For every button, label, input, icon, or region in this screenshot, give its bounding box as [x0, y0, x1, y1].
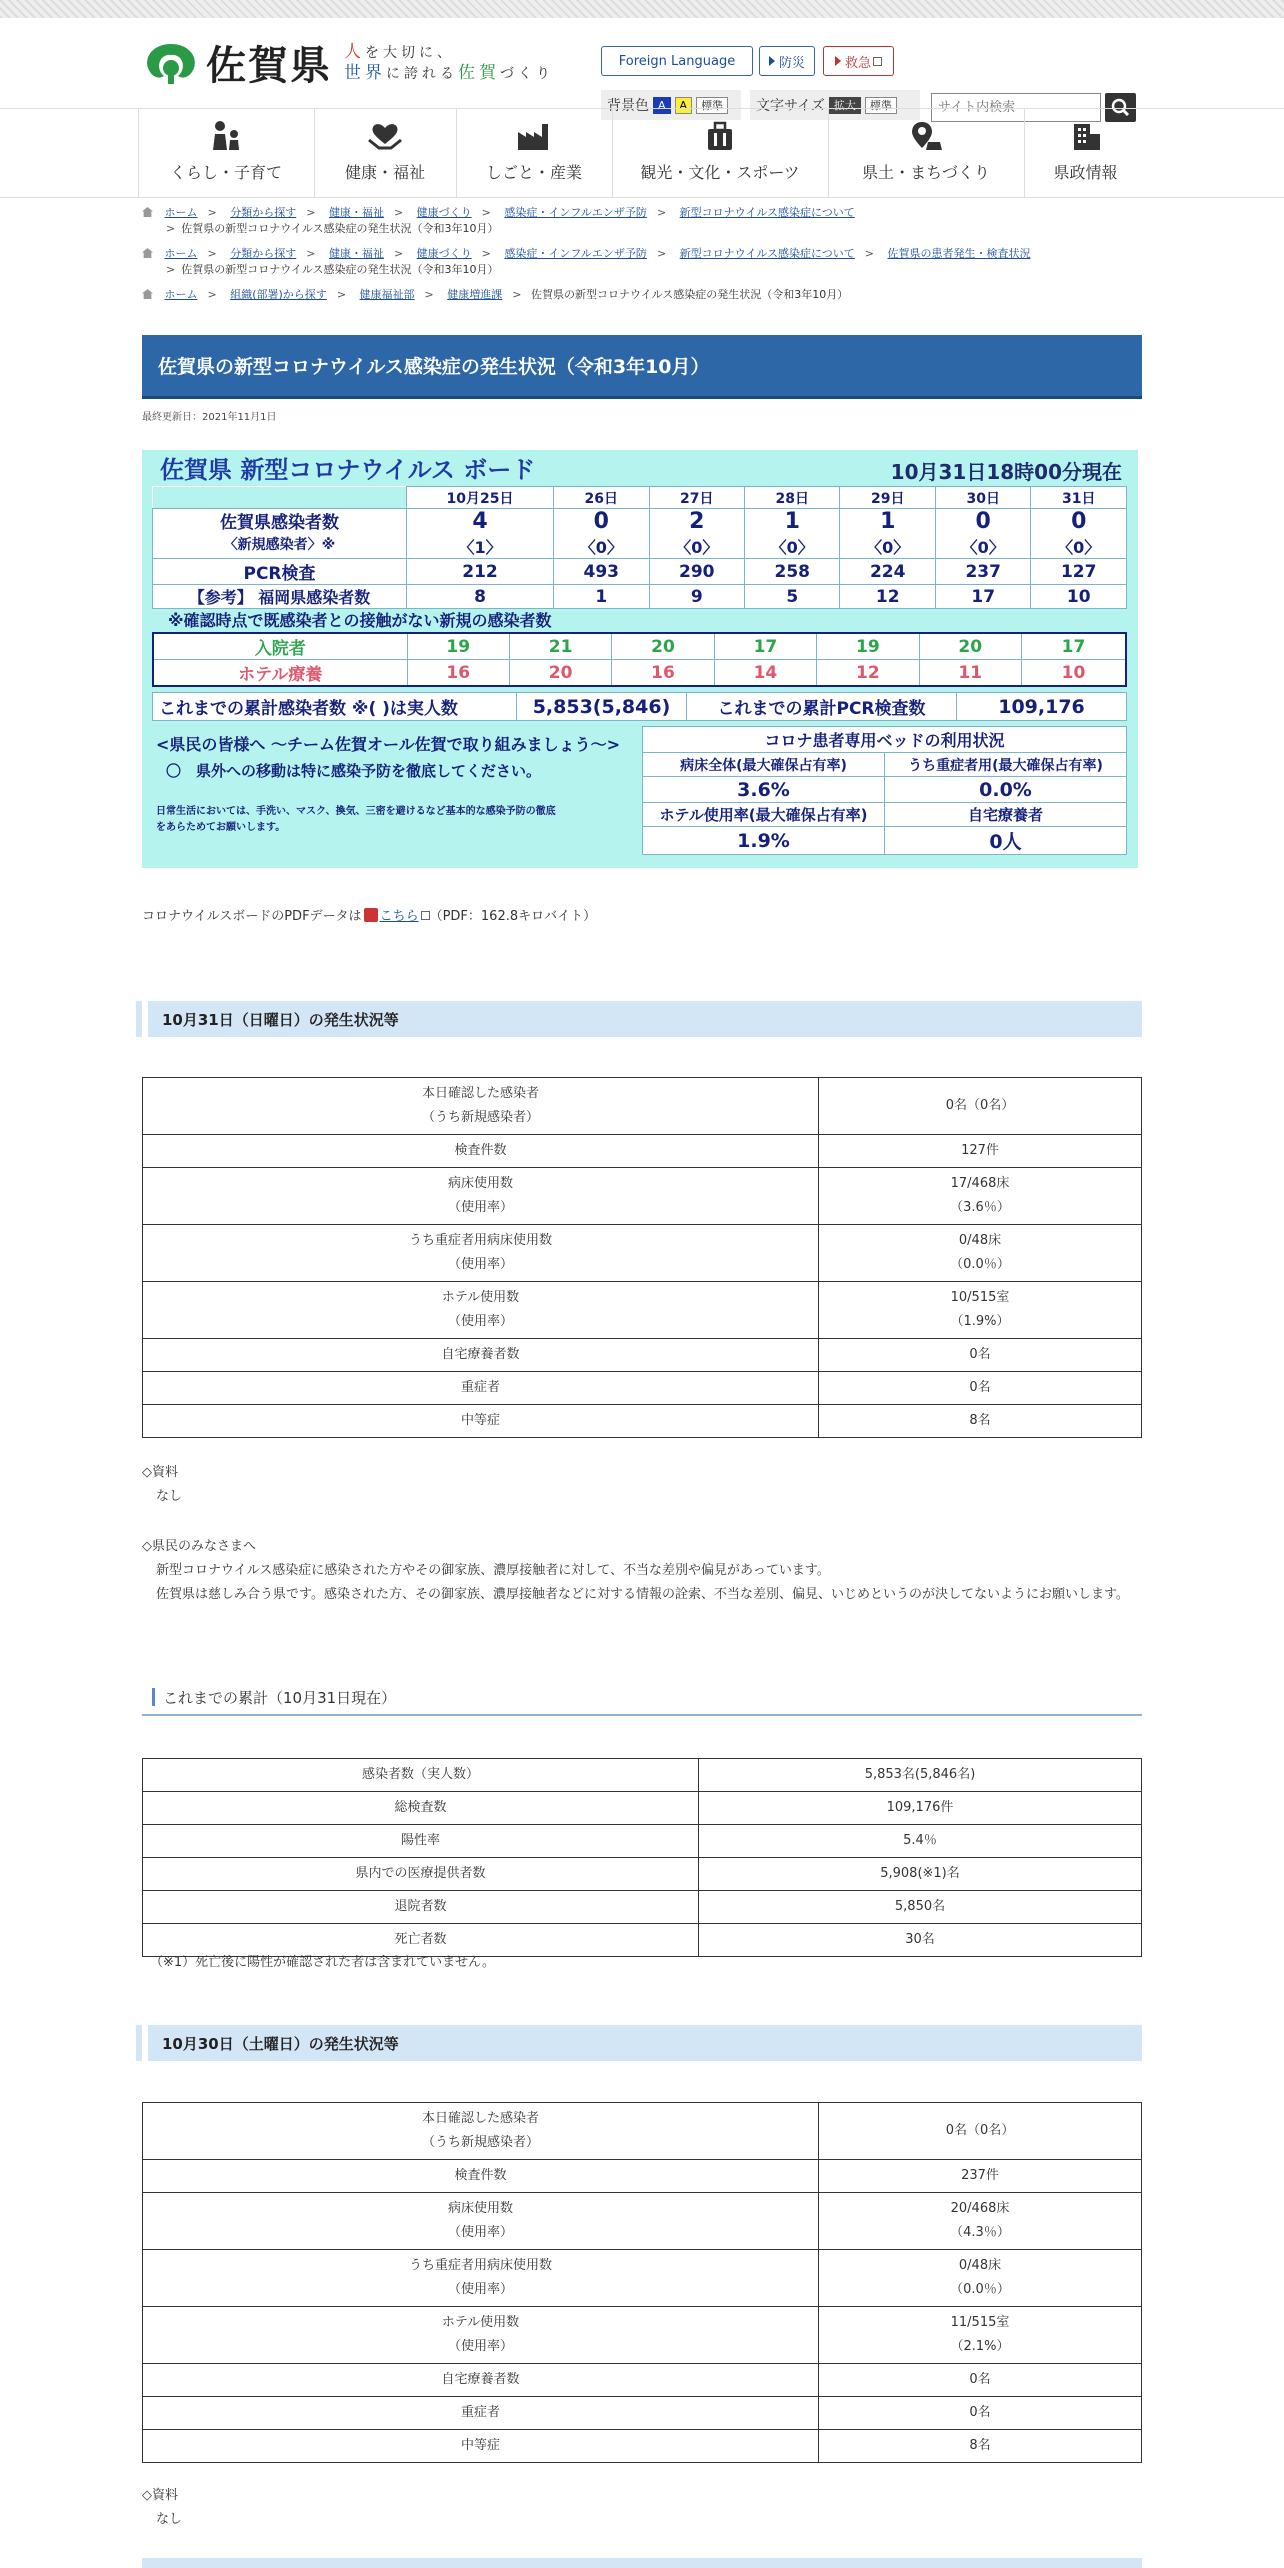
crumb-link[interactable]: 健康増進課	[447, 288, 503, 301]
home-icon	[142, 248, 153, 258]
board-hotel: 16	[612, 660, 714, 687]
bousai-button[interactable]: 防災	[759, 46, 815, 76]
corona-board	[142, 450, 1138, 868]
crumb-link[interactable]: 分類から探す	[230, 247, 297, 260]
foreign-language-button[interactable]: Foreign Language	[601, 46, 753, 76]
external-link-icon	[873, 57, 882, 66]
board-infected: 0	[1031, 509, 1127, 535]
site-header	[0, 18, 1284, 114]
board-hospitalized: 19	[407, 633, 509, 660]
board-hotel: 11	[919, 660, 1021, 687]
board-hotel: 14	[714, 660, 816, 687]
bg-blue-button[interactable]: A	[653, 97, 671, 114]
board-new-infected: 〈0〉	[840, 535, 935, 559]
crumb-link[interactable]: 分類から探す	[230, 206, 297, 219]
board-as-of: 10月31日18時00分現在	[890, 460, 1122, 484]
table-row: 自宅療養者数 0名	[143, 1339, 1142, 1372]
heart-hands-icon	[367, 120, 403, 152]
table-row: 重症者 0名	[143, 1372, 1142, 1405]
board-daily-table: 10月25日 26日 27日 28日 29日 30日 31日 佐賀県感染者数 〈新規感染者〉※ 4 0 2 1 1 0 0 〈1〉 〈0〉 〈0〉 〈0〉 〈0〉 〈0〉 〈0〉 PCR検査 212 493 290 258 224 237 127 【参考】 福岡県感染者数 8 1 9 5 12 17 10	[152, 486, 1127, 609]
board-hospitalized: 17	[714, 633, 816, 660]
table-row: うち重症者用病床使用数 （使用率） 0/48床 （0.0％）	[143, 2250, 1142, 2307]
table-row: 死亡者数 30名	[143, 1924, 1142, 1957]
crumb-link[interactable]: 健康づくり	[416, 247, 472, 260]
table-row: 病床使用数 （使用率） 17/468床 （3.6％）	[143, 1168, 1142, 1225]
board-date: 26日	[554, 487, 649, 509]
table-row: 県内での医療提供者数 5,908(※1)名	[143, 1858, 1142, 1891]
board-fukuoka: 17	[935, 585, 1030, 609]
suitcase-icon	[702, 120, 738, 152]
board-hospitalized: 20	[919, 633, 1021, 660]
board-pcr: 224	[840, 559, 935, 585]
table-row: 中等症 8名	[143, 1405, 1142, 1438]
board-bed-severe: 0.0%	[885, 777, 1127, 803]
board-hospital-table: 入院者 19 21 20 17 19 20 17 ホテル療養 16 20 16 14 12 11 10	[152, 632, 1127, 687]
table-row: 陽性率 5.4％	[143, 1825, 1142, 1858]
crumb-current: 佐賀県の新型コロナウイルス感染症の発生状況（令和3年10月）	[181, 263, 499, 276]
nav-kensei[interactable]: 県政情報	[1025, 109, 1147, 197]
font-enlarge-button[interactable]: 拡大	[829, 97, 861, 114]
board-infected: 0	[935, 509, 1030, 535]
board-date: 31日	[1031, 487, 1127, 509]
board-hospitalized: 20	[612, 633, 714, 660]
crumb-link[interactable]: ホーム	[164, 247, 198, 260]
pdf-link[interactable]: こちら	[379, 909, 419, 924]
home-icon	[142, 289, 153, 299]
font-size-options: 文字サイズ 拡大 標準	[750, 90, 920, 120]
cumulative-footnote: （※1）死亡後に陽性が確認された者は含まれていません。	[150, 1955, 495, 1970]
board-date: 28日	[745, 487, 840, 509]
board-hospitalized: 17	[1021, 633, 1126, 660]
nav-kenko[interactable]: 健康・福祉	[315, 109, 457, 197]
board-fukuoka: 12	[840, 585, 935, 609]
crumb-link[interactable]: 健康づくり	[416, 206, 472, 219]
crumb-link[interactable]: ホーム	[164, 206, 198, 219]
kyukyu-button[interactable]: 救急	[823, 46, 894, 76]
board-bed-table: コロナ患者専用ベッドの利用状況 病床全体(最大確保占有率) うち重症者用(最大確保占有率) 3.6% 0.0% ホテル使用率(最大確保占有率) 自宅療養者 1.9% 0人	[642, 726, 1127, 855]
slogan: 人を大切に、 世界に誇れる佐賀づくり	[344, 41, 554, 83]
table-row: ホテル使用数 （使用率） 10/515室 （1.9%）	[143, 1282, 1142, 1339]
last-updated: 最終更新日：2021年11月1日	[142, 412, 277, 423]
saga-emblem-icon	[142, 40, 200, 86]
table-row: 病床使用数 （使用率） 20/468床 （4.3％）	[143, 2193, 1142, 2250]
background-color-options: 背景色 A A 標準	[601, 90, 741, 120]
home-icon	[142, 207, 153, 217]
oct30-materials: ◇資料 なし	[142, 2488, 183, 2527]
board-date: 10月25日	[407, 487, 554, 509]
board-infected: 0	[554, 509, 649, 535]
table-row: 本日確認した感染者 （うち新規感染者） 0名（0名）	[143, 2103, 1142, 2160]
board-fukuoka: 10	[1031, 585, 1127, 609]
table-row: 感染者数（実人数） 5,853名(5,846名)	[143, 1759, 1142, 1792]
triangle-right-icon	[835, 56, 841, 66]
board-hospitalized: 19	[817, 633, 919, 660]
site-logo[interactable]	[142, 34, 554, 91]
board-hotel: 10	[1021, 660, 1126, 687]
external-link-icon	[421, 911, 430, 920]
table-row: 総検査数 109,176件	[143, 1792, 1142, 1825]
section-heading-oct31: 10月31日（日曜日）の発生状況等	[142, 1001, 1142, 1037]
board-hotel: 12	[817, 660, 919, 687]
board-pcr: 127	[1031, 559, 1127, 585]
board-pcr: 493	[554, 559, 649, 585]
pdf-icon	[364, 908, 378, 922]
board-new-infected: 〈0〉	[554, 535, 649, 559]
crumb-current: 佐賀県の新型コロナウイルス感染症の発生状況（令和3年10月）	[530, 288, 849, 301]
table-row: 自宅療養者数 0名	[143, 2364, 1142, 2397]
board-cum-value: 5,853(5,846)	[517, 693, 687, 721]
board-pcr: 258	[745, 559, 840, 585]
top-stripe	[0, 0, 1284, 18]
nav-kurashi[interactable]: くらし・子育て	[138, 109, 315, 197]
board-home: 0人	[885, 827, 1127, 855]
table-row: 検査件数 127件	[143, 1135, 1142, 1168]
font-standard-button[interactable]: 標準	[865, 97, 897, 114]
board-pcr: 212	[407, 559, 554, 585]
oct31-message: ◇県民のみなさまへ 新型コロナウイルス感染症に感染された方やその御家族、濃厚接触者に対して、不当な差別や偏見があっています。 佐賀県は慈しみ合う県です。感染された方、その御家族、濃厚接触者などに対する情報の詮索、不当な差別、偏見、いじめというのが決してないようにお願いします。	[142, 1539, 1129, 1602]
oct31-materials: ◇資料 なし	[142, 1465, 183, 1504]
logo-text: 佐賀県	[206, 42, 332, 89]
board-pcr: 290	[649, 559, 744, 585]
table-row: 退院者数 5,850名	[143, 1891, 1142, 1924]
board-infected: 1	[745, 509, 840, 535]
global-nav	[0, 108, 1284, 198]
crumb-link[interactable]: 感染症・インフルエンザ予防	[504, 206, 647, 219]
crumb-link[interactable]: 健康・福祉	[328, 206, 384, 219]
pdf-line: コロナウイルスボードのPDFデータは こちら （PDF：162.8キロバイト）	[142, 909, 597, 924]
oct31-table	[142, 1077, 1142, 1438]
crumb-link[interactable]: 健康・福祉	[328, 247, 384, 260]
board-fukuoka: 1	[554, 585, 649, 609]
board-new-infected: 〈1〉	[407, 535, 554, 559]
bg-standard-button[interactable]: 標準	[696, 97, 728, 114]
table-row: 本日確認した感染者 （うち新規感染者） 0名（0名）	[143, 1078, 1142, 1135]
board-hotel: 20	[509, 660, 611, 687]
crumb-link[interactable]: 組織(部署)から探す	[230, 288, 327, 301]
board-hospitalized: 21	[509, 633, 611, 660]
factory-icon	[516, 120, 552, 152]
crumb-link[interactable]: 健康福祉部	[359, 288, 415, 301]
board-pcr: 237	[935, 559, 1030, 585]
board-new-infected: 〈0〉	[649, 535, 744, 559]
table-row: 中等症 8名	[143, 2430, 1142, 2463]
breadcrumb: ホーム > 組織(部署)から探す > 健康福祉部 > 健康増進課 > 佐賀県の新型コロナウイルス感染症の発生状況（令和3年10月）	[142, 287, 1142, 303]
crumb-link[interactable]: 佐賀県の患者発生・検査状況	[887, 247, 1031, 260]
board-infected: 2	[649, 509, 744, 535]
crumb-current: 佐賀県の新型コロナウイルス感染症の発生状況（令和3年10月）	[181, 222, 499, 235]
table-row: 重症者 0名	[143, 2397, 1142, 2430]
board-note-new: ※確認時点で既感染者との接触がない新規の感染者数	[168, 611, 552, 630]
board-fukuoka: 5	[745, 585, 840, 609]
building-icon	[1068, 120, 1104, 152]
board-message: <県民の皆様へ ～チーム佐賀オール佐賀で取り組みましょう～> 〇 県外への移動は特に感染予防を徹底してください。 日常生活においては、手洗い、マスク、換気、三密を避けるなど基本的な感染予防の徹底 をあらためてお願いします。	[156, 735, 621, 833]
board-bed-all: 3.6%	[643, 777, 885, 803]
board-cumulative-table: これまでの累計感染者数 ※( )は実人数 5,853(5,846) これまでの累計PCR検査数 109,176	[152, 692, 1127, 721]
crumb-link[interactable]: 新型コロナウイルス感染症について	[679, 206, 855, 219]
board-hotel: 16	[407, 660, 509, 687]
section-heading-oct30: 10月30日（土曜日）の発生状況等	[142, 2025, 1142, 2061]
board-fukuoka: 8	[407, 585, 554, 609]
board-cum-pcr: 109,176	[957, 693, 1127, 721]
board-fukuoka: 9	[649, 585, 744, 609]
nav-shigoto[interactable]: しごと・産業	[457, 109, 613, 197]
board-date: 29日	[840, 487, 935, 509]
crumb-link[interactable]: 新型コロナウイルス感染症について	[679, 247, 855, 260]
board-new-infected: 〈0〉	[1031, 535, 1127, 559]
board-new-infected: 〈0〉	[745, 535, 840, 559]
crumb-link[interactable]: ホーム	[164, 288, 198, 301]
section-heading-cumulative: これまでの累計（10月31日現在）	[142, 1680, 1142, 1716]
breadcrumb: ホーム > 分類から探す > 健康・福祉 > 健康づくり > 感染症・インフルエンザ予防 > 新型コロナウイルス感染症について > 佐賀県の患者発生・検査状況 > 佐賀県の新型コロナウイルス感染症の発生状況（令和3年10月）	[142, 246, 1142, 278]
board-title: 佐賀県 新型コロナウイルス ボード	[160, 456, 536, 484]
triangle-right-icon	[769, 56, 775, 66]
board-infected: 1	[840, 509, 935, 535]
table-row: うち重症者用病床使用数 （使用率） 0/48床 （0.0％）	[143, 1225, 1142, 1282]
crumb-link[interactable]: 感染症・インフルエンザ予防	[504, 247, 647, 260]
oct30-table	[142, 2102, 1142, 2463]
cumulative-table	[142, 1758, 1142, 1957]
board-date: 27日	[649, 487, 744, 509]
nav-kanko[interactable]: 観光・文化・スポーツ	[613, 109, 829, 197]
board-new-infected: 〈0〉	[935, 535, 1030, 559]
family-icon	[208, 120, 244, 152]
bg-yellow-button[interactable]: A	[675, 97, 693, 114]
table-row: 検査件数 237件	[143, 2160, 1142, 2193]
board-infected: 4	[407, 509, 554, 535]
map-pin-icon	[908, 120, 944, 152]
table-row: ホテル使用数 （使用率） 11/515室 （2.1%）	[143, 2307, 1142, 2364]
next-section-heading-partial	[142, 2558, 1142, 2568]
page-title: 佐賀県の新型コロナウイルス感染症の発生状況（令和3年10月）	[142, 335, 1142, 399]
breadcrumbs	[142, 205, 1142, 312]
breadcrumb: ホーム > 分類から探す > 健康・福祉 > 健康づくり > 感染症・インフルエンザ予防 > 新型コロナウイルス感染症について > 佐賀県の新型コロナウイルス感染症の発生状況（令和3年10月）	[142, 205, 1142, 237]
board-hotel-rate: 1.9%	[643, 827, 885, 855]
nav-kendo[interactable]: 県土・まちづくり	[829, 109, 1025, 197]
board-date: 30日	[935, 487, 1030, 509]
